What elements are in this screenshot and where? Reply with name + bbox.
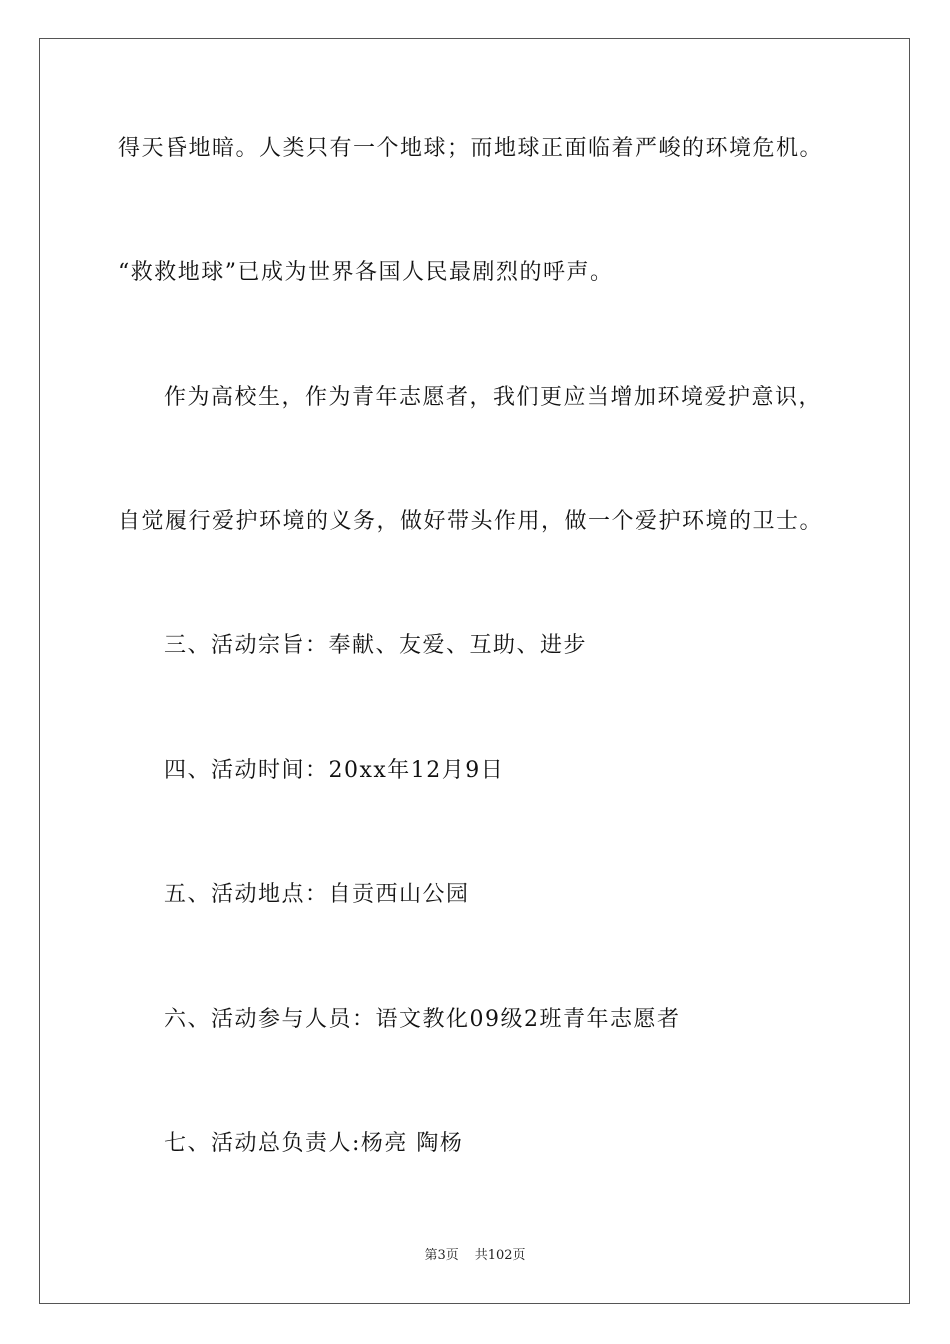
section-leaders: 七、活动总负责人:杨亮 陶杨 bbox=[164, 1131, 464, 1156]
paragraph-line-3: 作为高校生，作为青年志愿者，我们更应当增加环境爱护意识， bbox=[164, 385, 823, 410]
paragraph-line-2: “救救地球”已成为世界各国人民最剧烈的呼声。 bbox=[118, 260, 614, 285]
section-location: 五、活动地点：自贡西山公园 bbox=[164, 882, 470, 907]
paragraph-line-4: 自觉履行爱护环境的义务，做好带头作用，做一个爱护环境的卫士。 bbox=[118, 509, 824, 534]
section-time: 四、活动时间：20xx年12月9日 bbox=[164, 758, 505, 783]
page-current: 第3页 bbox=[424, 1248, 459, 1263]
section-purpose: 三、活动宗旨：奉献、友爱、互助、进步 bbox=[164, 633, 588, 658]
page-border bbox=[39, 38, 910, 1304]
page-total: 共102页 bbox=[474, 1248, 526, 1263]
section-participants: 六、活动参与人员：语文教化09级2班青年志愿者 bbox=[164, 1007, 681, 1032]
page-footer bbox=[0, 1247, 950, 1265]
paragraph-line-1: 得天昏地暗。人类只有一个地球；而地球正面临着严峻的环境危机。 bbox=[118, 136, 824, 161]
